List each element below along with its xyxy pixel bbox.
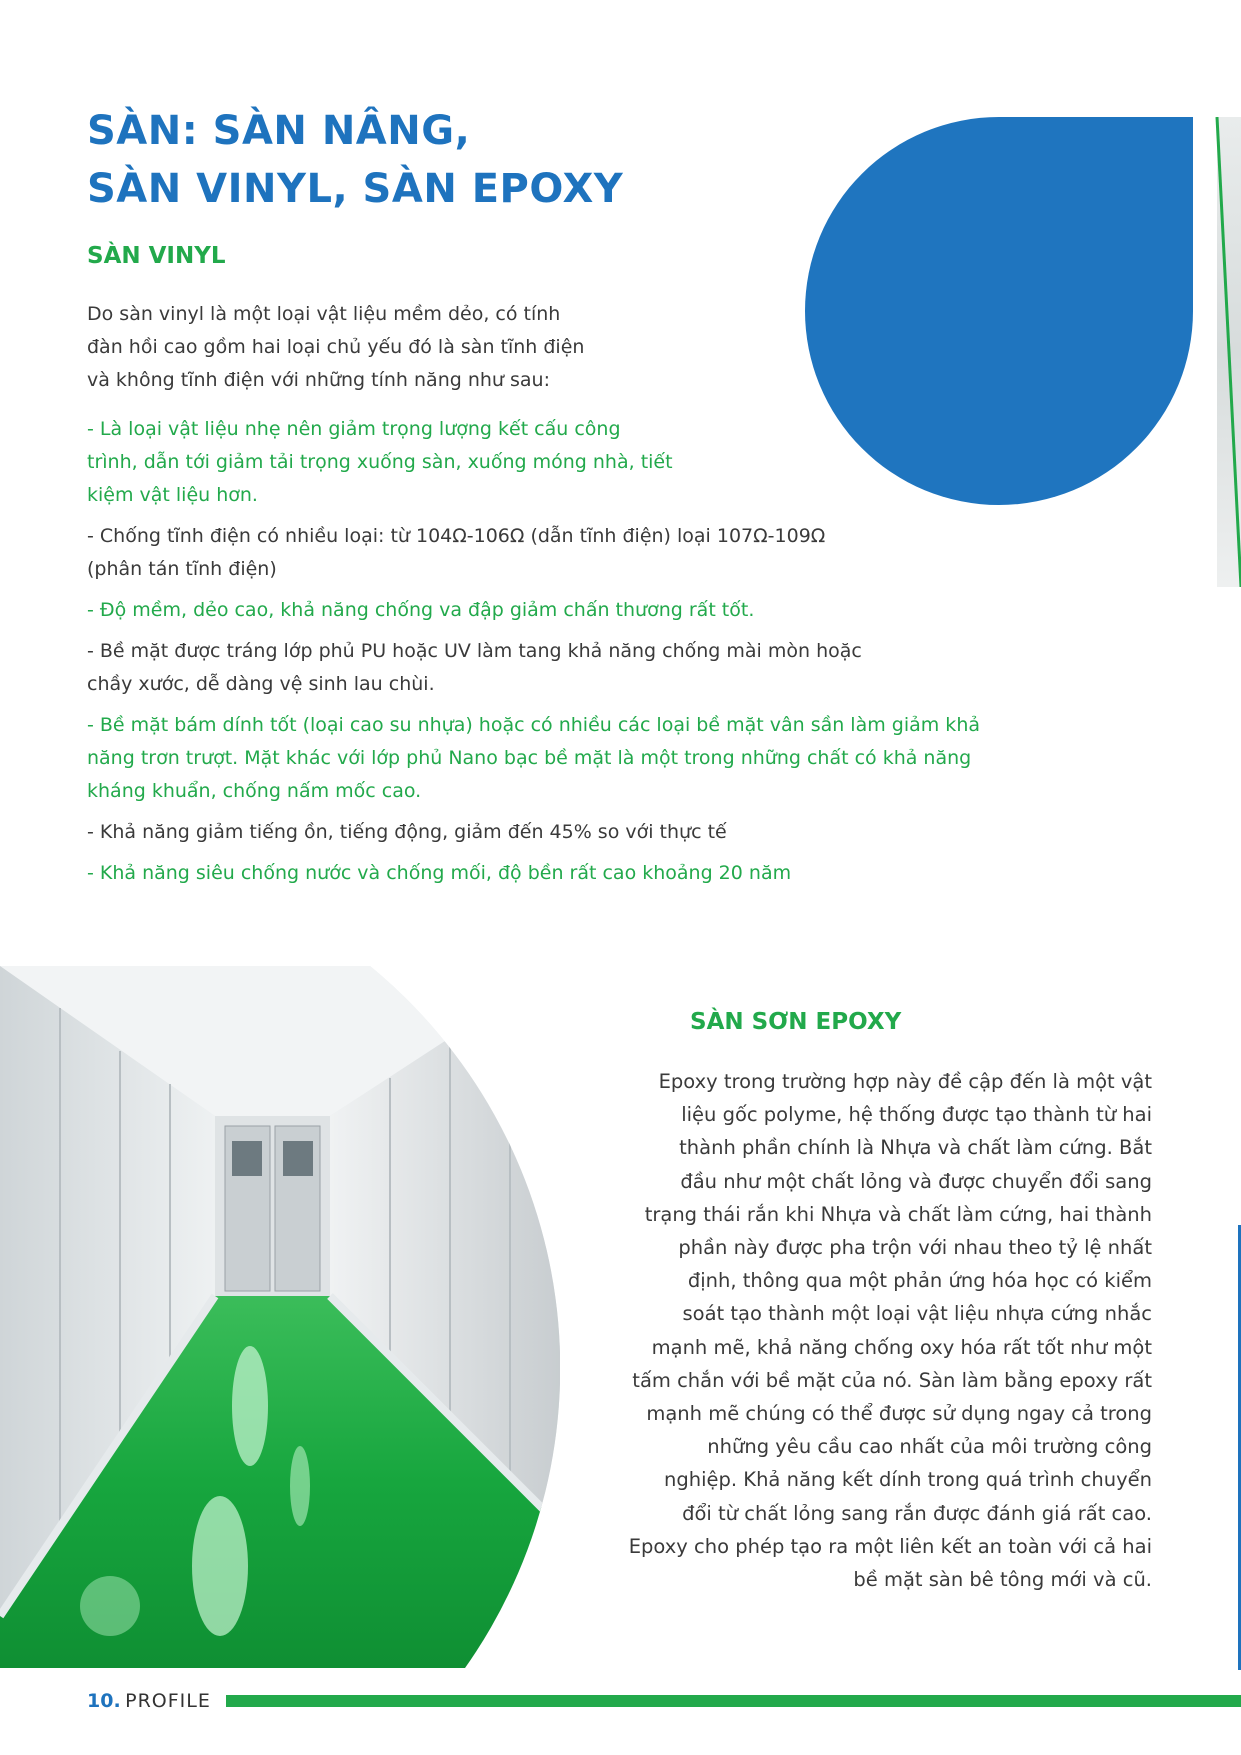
vinyl-intro-line: đàn hồi cao gồm hai loại chủ yếu đó là sàn tĩnh điện bbox=[87, 336, 585, 358]
epoxy-description bbox=[532, 1065, 1152, 1596]
epoxy-line: Epoxy trong trường hợp này đề cập đến là một vật bbox=[658, 1070, 1152, 1093]
epoxy-line: liệu gốc polyme, hệ thống được tạo thành từ hai bbox=[681, 1103, 1152, 1127]
vinyl-feature-item bbox=[87, 816, 1087, 849]
vinyl-intro bbox=[87, 298, 747, 397]
feature-line: (phân tán tĩnh điện) bbox=[87, 558, 277, 580]
vinyl-feature-item bbox=[87, 520, 1087, 586]
vinyl-feature-item bbox=[87, 413, 1087, 512]
feature-line: - Bề mặt bám dính tốt (loại cao su nhựa) hoặc có nhiều các loại bề mặt vân sần làm giảm khả bbox=[87, 714, 980, 736]
feature-line: - Bề mặt được tráng lớp phủ PU hoặc UV làm tang khả năng chống mài mòn hoặc bbox=[87, 640, 862, 662]
footer bbox=[87, 1690, 211, 1712]
epoxy-line: nghiệp. Khả năng kết dính trong quá trình chuyển bbox=[664, 1468, 1152, 1492]
feature-line: trình, dẫn tới giảm tải trọng xuống sàn, xuống móng nhà, tiết bbox=[87, 451, 673, 473]
feature-line: - Độ mềm, dẻo cao, khả năng chống va đập giảm chấn thương rất tốt. bbox=[87, 599, 755, 621]
vinyl-intro-line: Do sàn vinyl là một loại vật liệu mềm dẻo, có tính bbox=[87, 303, 561, 325]
epoxy-line: mạnh mẽ, khả năng chống oxy hóa rất tốt như một bbox=[651, 1335, 1152, 1359]
epoxy-line: phần này được pha trộn với nhau theo tỷ lệ nhất bbox=[678, 1236, 1152, 1260]
epoxy-line: bề mặt sàn bê tông mới và cũ. bbox=[853, 1568, 1152, 1592]
page-title-line-1: SÀN: SÀN NÂNG, bbox=[87, 108, 471, 154]
epoxy-line: đầu như một chất lỏng và được chuyển đổi sang bbox=[680, 1169, 1152, 1193]
vinyl-heading: SÀN VINYL bbox=[87, 243, 226, 269]
vinyl-feature-item bbox=[87, 857, 1087, 890]
vinyl-feature-item bbox=[87, 709, 1087, 808]
epoxy-line: thành phần chính là Nhựa và chất làm cứng. Bắt bbox=[679, 1136, 1152, 1160]
epoxy-line: mạnh mẽ chúng có thể được sử dụng ngay cả trong bbox=[646, 1402, 1152, 1426]
page-title-line-2: SÀN VINYL, SÀN EPOXY bbox=[87, 166, 624, 212]
feature-line: kiệm vật liệu hơn. bbox=[87, 484, 258, 506]
epoxy-line: tấm chắn với bề mặt của nó. Sàn làm bằng epoxy rất bbox=[632, 1368, 1152, 1392]
feature-line: - Chống tĩnh điện có nhiều loại: từ 104Ω-106Ω (dẫn tĩnh điện) loại 107Ω-109Ω bbox=[87, 525, 826, 547]
feature-line: - Là loại vật liệu nhẹ nên giảm trọng lượng kết cấu công bbox=[87, 418, 621, 440]
epoxy-line: trạng thái rắn khi Nhựa và chất làm cứng, hai thành bbox=[644, 1202, 1152, 1226]
vinyl-feature-list bbox=[87, 413, 1087, 898]
footer-bar bbox=[226, 1695, 1241, 1707]
feature-line: kháng khuẩn, chống nấm mốc cao. bbox=[87, 780, 422, 802]
feature-line: - Khả năng giảm tiếng ồn, tiếng động, giảm đến 45% so với thực tế bbox=[87, 821, 727, 843]
feature-line: - Khả năng siêu chống nước và chống mối, độ bền rất cao khoảng 20 năm bbox=[87, 862, 792, 884]
feature-line: chầy xước, dễ dàng vệ sinh lau chùi. bbox=[87, 673, 435, 695]
epoxy-line: đổi từ chất lỏng sang rắn được đánh giá rất cao. bbox=[682, 1501, 1152, 1525]
footer-label: PROFILE bbox=[125, 1690, 211, 1712]
epoxy-line: soát tạo thành một loại vật liệu nhựa cứng nhắc bbox=[682, 1302, 1152, 1326]
vinyl-feature-item bbox=[87, 635, 1087, 701]
epoxy-corridor-photo bbox=[0, 966, 560, 1668]
epoxy-line: Epoxy cho phép tạo ra một liên kết an toàn với cả hai bbox=[628, 1534, 1152, 1558]
feature-line: năng trơn trượt. Mặt khác với lớp phủ Nano bạc bề mặt là một trong những chất có khả năng bbox=[87, 747, 972, 769]
vinyl-feature-item bbox=[87, 594, 1087, 627]
epoxy-heading: SÀN SƠN EPOXY bbox=[690, 1009, 902, 1035]
epoxy-line: những yêu cầu cao nhất của môi trường công bbox=[707, 1435, 1152, 1459]
top-right-photo-strip bbox=[1215, 117, 1241, 587]
epoxy-line: định, thông qua một phản ứng hóa học có kiểm bbox=[687, 1269, 1152, 1293]
page-number: 10. bbox=[87, 1690, 121, 1712]
vinyl-intro-line: và không tĩnh điện với những tính năng như sau: bbox=[87, 369, 550, 391]
